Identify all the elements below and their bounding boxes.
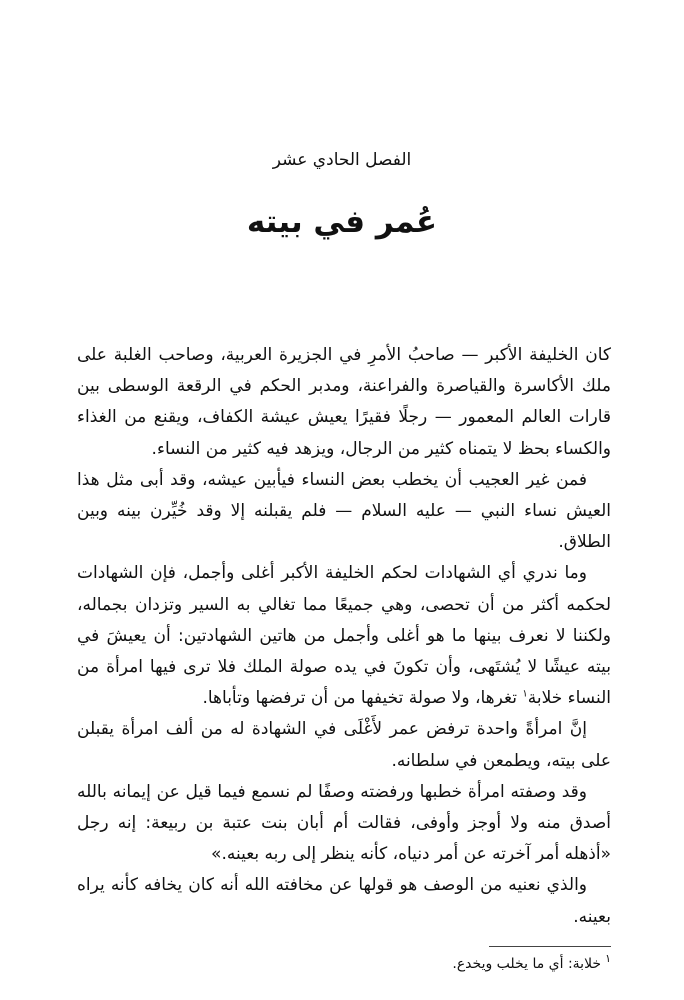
paragraph-5: وقد وصفته امرأة خطبها ورفضته وصفًا لم نسمع فيما قيل عن إيمانه بالله أصدق منه ولا أوجز وأوفى، فقالت أم أبان بنت عتبة بن ربيعة: إنه رجل «أذهله أمر آخرته عن أمر دنياه، كأنه ينظر إلى ربه بعينه.» bbox=[77, 781, 611, 865]
paragraph-1: كان الخليفة الأكبر — صاحبُ الأمرِ في الجزيرة العربية، وصاحب الغلبة على ملك الأكاسرة والقياصرة والفراعنة، ومدبر الحكم في الرقعة الوسطى بين قارات العالم المعمور — رجلًا فقيرًا يعيش عيشة الكفاف، ويقنع من الغذاء والكساء بحظ لا يتمناه كثير من الرجال، ويزهد فيه كثير من النساء. bbox=[77, 345, 611, 459]
chapter-number: الفصل الحادي عشر bbox=[272, 150, 412, 170]
footnote-text: خلابة: أي ما يخلب ويخدع. bbox=[452, 956, 602, 972]
footnote-divider bbox=[489, 946, 611, 947]
paragraph-6: والذي نعنيه من الوصف هو قولها عن مخافته الله أنه كان يخافه كأنه يراه بعينه. bbox=[77, 875, 611, 927]
paragraph-3 bbox=[77, 558, 611, 714]
chapter-body bbox=[77, 340, 611, 933]
footnote-reference[interactable]: ١ bbox=[522, 688, 528, 700]
paragraph-4: إنَّ امرأةً واحدة ترفض عمر لأَغْلَى في الشهادة له من ألف امرأة يقبلن على بيته، ويطمعن في سلطانه. bbox=[77, 719, 611, 771]
paragraph-2: فمن غير العجيب أن يخطب بعض النساء فيأبين عيشه، وقد أبى مثل هذا العيش نساء النبي — عليه السلام — فلم يقبلنه إلا وقد خُيِّرن بينه وبين الطلاق. bbox=[77, 469, 611, 553]
paragraph-3-text-after: تغرها، ولا صولة تخيفها من أن ترفضها وتأباها. bbox=[202, 688, 523, 709]
footnote-mark: ١ bbox=[605, 952, 611, 966]
chapter-title: عُمر في بيته bbox=[246, 204, 438, 240]
paragraph-3-text-before: وما ندري أي الشهادات لحكم الخليفة الأكبر أغلى وأجمل، فإن الشهادات لحكمه أكثر من أن تحصى، وهي جميعًا مما تغالي به السير وتزدان بجماله، ولكننا لا نعرف بينها ما هو أغلى وأجمل من هاتين الشهادتين: أن يعيشَ في بيته عيشًا لا يُشتَهى، وأن تكونَ في يده صولة الملك فلا ترى فيها امرأة من النساء خلابة bbox=[77, 563, 611, 709]
footnote bbox=[77, 953, 611, 975]
